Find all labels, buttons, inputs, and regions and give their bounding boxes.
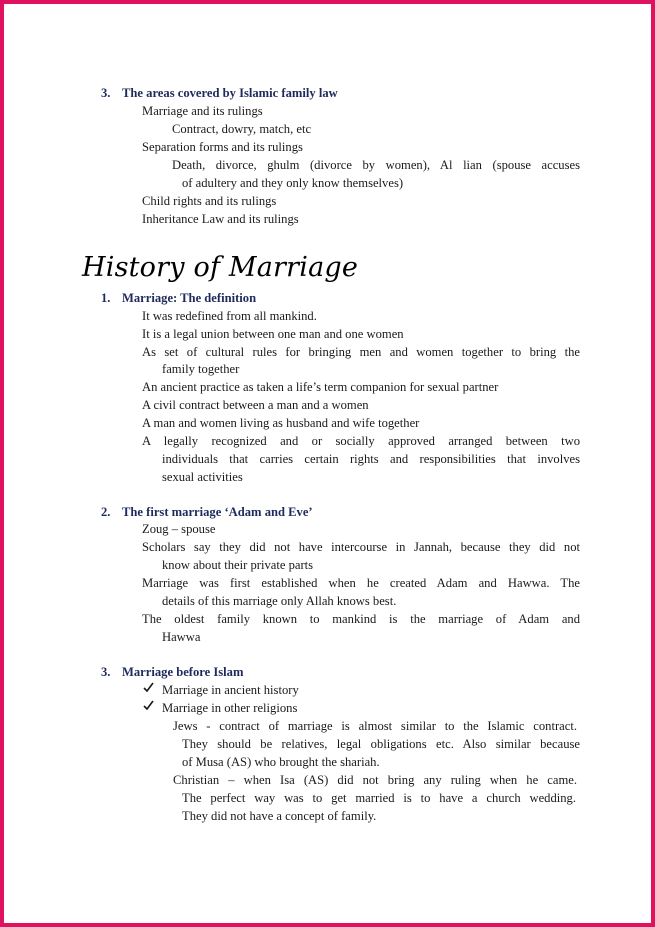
list-item: Death, divorce, ghulm (divorce by women), Al lian (spouse accuses	[172, 158, 580, 172]
section-number: 3.	[101, 665, 111, 679]
list-item: Marriage in ancient history	[162, 683, 299, 697]
page-title: History of Marriage	[82, 252, 359, 283]
list-item-continued: The perfect way was to get married is to have a church wedding.	[182, 791, 576, 805]
section-heading: Marriage before Islam	[122, 665, 244, 679]
list-item: Marriage was first established when he created Adam and Hawwa. The	[142, 576, 580, 590]
list-item-continued: sexual activities	[162, 470, 243, 484]
list-item: An ancient practice as taken a life’s term companion for sexual partner	[142, 380, 499, 394]
checkmark-icon	[143, 700, 154, 715]
list-item: A civil contract between a man and a women	[142, 398, 369, 412]
section-heading: The areas covered by Islamic family law	[122, 86, 338, 100]
list-item-continued: They did not have a concept of family.	[182, 809, 377, 823]
list-item: It was redefined from all mankind.	[142, 309, 317, 323]
list-item: Child rights and its rulings	[142, 194, 277, 208]
list-item: Contract, dowry, match, etc	[172, 122, 312, 136]
list-item: A man and women living as husband and wife together	[142, 416, 420, 430]
checkmark-icon	[143, 682, 154, 697]
list-item: Marriage and its rulings	[142, 104, 263, 118]
list-item: Marriage in other religions	[162, 701, 298, 715]
section-heading: The first marriage ‘Adam and Eve’	[122, 505, 313, 519]
section-number: 3.	[101, 86, 111, 100]
section-number: 1.	[101, 291, 111, 305]
list-item-continued: Hawwa	[162, 630, 201, 644]
list-item-continued: know about their private parts	[162, 558, 314, 572]
list-item-continued: of Musa (AS) who brought the shariah.	[182, 755, 380, 769]
list-item: As set of cultural rules for bringing men and women together to bring the	[142, 345, 580, 359]
list-item: Scholars say they did not have intercourse in Jannah, because they did not	[142, 540, 580, 554]
section-heading: Marriage: The definition	[122, 291, 257, 305]
list-item-continued: They should be relatives, legal obligations etc. Also similar because	[182, 737, 580, 751]
list-item: It is a legal union between one man and one women	[142, 327, 404, 341]
list-item-continued: family together	[162, 362, 240, 376]
list-item: Separation forms and its rulings	[142, 140, 303, 154]
list-item: A legally recognized and or socially approved arranged between two	[142, 434, 580, 448]
list-item: Christian – when Isa (AS) did not bring any ruling when he came.	[173, 773, 577, 787]
list-item: Zoug – spouse	[142, 522, 216, 536]
list-item: The oldest family known to mankind is the marriage of Adam and	[142, 612, 580, 626]
list-item: Jews - contract of marriage is almost similar to the Islamic contract.	[173, 719, 577, 733]
section-number: 2.	[101, 505, 111, 519]
list-item-continued: of adultery and they only know themselves)	[182, 176, 404, 190]
list-item-continued: details of this marriage only Allah knows best.	[162, 594, 397, 608]
list-item: Inheritance Law and its rulings	[142, 212, 299, 226]
list-item-continued: individuals that carries certain rights and responsibilities that involves	[162, 452, 580, 466]
